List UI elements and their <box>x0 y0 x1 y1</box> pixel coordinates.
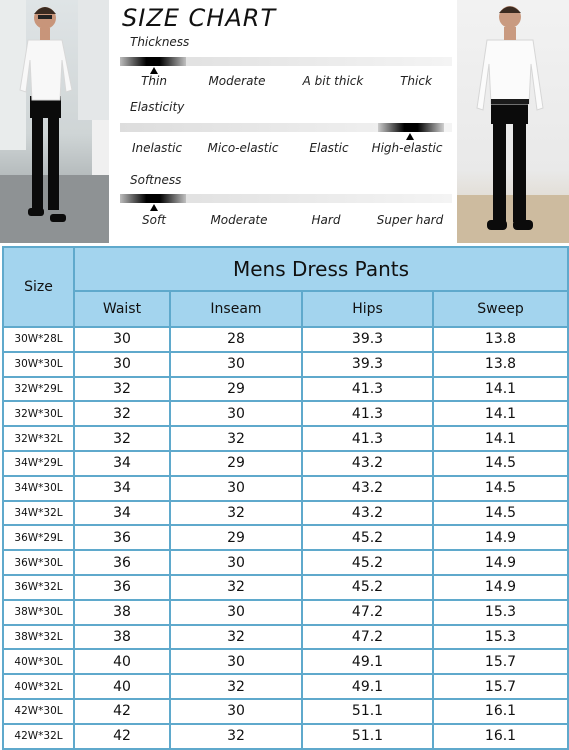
hips-cell: 43.2 <box>302 476 433 501</box>
sweep-cell: 16.1 <box>433 699 568 724</box>
model-photo-left <box>0 0 109 243</box>
elasticity-indicator <box>378 123 444 132</box>
product-banner <box>0 0 569 246</box>
sweep-cell: 14.1 <box>433 401 568 426</box>
table-row <box>3 674 568 699</box>
table-row <box>3 649 568 674</box>
table-row <box>3 699 568 724</box>
inseam-column-header: Inseam <box>170 291 302 327</box>
sweep-cell: 13.8 <box>433 352 568 377</box>
table-row <box>3 426 568 451</box>
hips-cell: 45.2 <box>302 525 433 550</box>
waist-cell: 32 <box>74 401 170 426</box>
sweep-cell: 14.5 <box>433 476 568 501</box>
softness-option-soft: Soft <box>142 213 166 227</box>
hips-cell: 41.3 <box>302 426 433 451</box>
table-row <box>3 550 568 575</box>
size-cell: 40W*32L <box>3 674 74 699</box>
table-row <box>3 724 568 749</box>
inseam-cell: 29 <box>170 451 302 476</box>
waist-cell: 42 <box>74 699 170 724</box>
softness-option-hard: Hard <box>311 213 341 227</box>
sweep-cell: 14.1 <box>433 426 568 451</box>
sweep-cell: 14.9 <box>433 575 568 600</box>
inseam-cell: 30 <box>170 352 302 377</box>
size-cell: 32W*30L <box>3 401 74 426</box>
size-cell: 34W*29L <box>3 451 74 476</box>
hips-cell: 45.2 <box>302 575 433 600</box>
hips-cell: 47.2 <box>302 600 433 625</box>
waist-cell: 36 <box>74 525 170 550</box>
inseam-cell: 32 <box>170 625 302 650</box>
inseam-cell: 28 <box>170 327 302 352</box>
softness-option-super-hard: Super hard <box>376 213 444 227</box>
size-cell: 34W*32L <box>3 501 74 526</box>
size-cell: 32W*29L <box>3 377 74 402</box>
thickness-heading: Thickness <box>130 35 190 49</box>
waist-cell: 36 <box>74 575 170 600</box>
waist-cell: 32 <box>74 377 170 402</box>
size-cell: 36W*32L <box>3 575 74 600</box>
softness-indicator <box>120 194 186 203</box>
thickness-indicator <box>120 57 186 66</box>
inseam-cell: 30 <box>170 649 302 674</box>
hips-cell: 49.1 <box>302 649 433 674</box>
table-row <box>3 401 568 426</box>
size-cell: 30W*30L <box>3 352 74 377</box>
elasticity-pointer-icon <box>406 133 414 140</box>
inseam-cell: 32 <box>170 724 302 749</box>
table-row <box>3 352 568 377</box>
sweep-cell: 15.3 <box>433 625 568 650</box>
size-cell: 36W*30L <box>3 550 74 575</box>
size-table <box>2 246 569 750</box>
softness-option-moderate: Moderate <box>210 213 268 227</box>
inseam-cell: 32 <box>170 501 302 526</box>
sweep-cell: 13.8 <box>433 327 568 352</box>
waist-cell: 34 <box>74 451 170 476</box>
waist-cell: 40 <box>74 674 170 699</box>
hips-cell: 43.2 <box>302 451 433 476</box>
elasticity-option-inelastic: Inelastic <box>131 141 183 155</box>
inseam-cell: 30 <box>170 401 302 426</box>
hips-cell: 41.3 <box>302 401 433 426</box>
sweep-cell: 16.1 <box>433 724 568 749</box>
thickness-pointer-icon <box>150 67 158 74</box>
hips-cell: 43.2 <box>302 501 433 526</box>
inseam-cell: 30 <box>170 550 302 575</box>
sweep-cell: 14.5 <box>433 451 568 476</box>
table-row <box>3 625 568 650</box>
hips-cell: 45.2 <box>302 550 433 575</box>
size-column-header: Size <box>3 247 74 327</box>
waist-cell: 40 <box>74 649 170 674</box>
size-cell: 42W*32L <box>3 724 74 749</box>
thickness-option-thin: Thin <box>141 74 167 88</box>
elasticity-scale-bar <box>120 123 452 132</box>
table-row <box>3 327 568 352</box>
waist-cell: 36 <box>74 550 170 575</box>
size-cell: 42W*30L <box>3 699 74 724</box>
table-row <box>3 476 568 501</box>
sweep-column-header: Sweep <box>433 291 568 327</box>
softness-scale-bar <box>120 194 452 203</box>
size-cell: 38W*30L <box>3 600 74 625</box>
sweep-cell: 15.7 <box>433 649 568 674</box>
inseam-cell: 32 <box>170 674 302 699</box>
hips-cell: 41.3 <box>302 377 433 402</box>
hips-cell: 39.3 <box>302 352 433 377</box>
size-cell: 30W*28L <box>3 327 74 352</box>
waist-cell: 32 <box>74 426 170 451</box>
sweep-cell: 15.3 <box>433 600 568 625</box>
hips-cell: 51.1 <box>302 724 433 749</box>
size-table-body <box>3 327 568 749</box>
table-row <box>3 525 568 550</box>
softness-heading: Softness <box>130 173 182 187</box>
hips-column-header: Hips <box>302 291 433 327</box>
table-title: Mens Dress Pants <box>74 247 568 291</box>
hips-cell: 39.3 <box>302 327 433 352</box>
inseam-cell: 32 <box>170 426 302 451</box>
model-photo-right <box>457 0 569 243</box>
table-row <box>3 600 568 625</box>
waist-cell: 42 <box>74 724 170 749</box>
waist-cell: 30 <box>74 352 170 377</box>
softness-pointer-icon <box>150 204 158 211</box>
sweep-cell: 14.9 <box>433 525 568 550</box>
hips-cell: 49.1 <box>302 674 433 699</box>
thickness-scale-bar <box>120 57 452 66</box>
thickness-option-a-bit-thick: A bit thick <box>302 74 364 88</box>
inseam-cell: 29 <box>170 525 302 550</box>
waist-cell: 38 <box>74 625 170 650</box>
sweep-cell: 14.5 <box>433 501 568 526</box>
sweep-cell: 14.9 <box>433 550 568 575</box>
hips-cell: 51.1 <box>302 699 433 724</box>
elasticity-heading: Elasticity <box>130 100 185 114</box>
table-row <box>3 451 568 476</box>
table-row <box>3 575 568 600</box>
sweep-cell: 15.7 <box>433 674 568 699</box>
inseam-cell: 30 <box>170 476 302 501</box>
size-cell: 38W*32L <box>3 625 74 650</box>
waist-column-header: Waist <box>74 291 170 327</box>
sweep-cell: 14.1 <box>433 377 568 402</box>
thickness-option-moderate: Moderate <box>208 74 266 88</box>
size-chart-title: SIZE CHART <box>122 4 277 32</box>
size-cell: 32W*32L <box>3 426 74 451</box>
size-cell: 36W*29L <box>3 525 74 550</box>
waist-cell: 34 <box>74 501 170 526</box>
size-chart-panel <box>116 0 452 243</box>
table-row <box>3 377 568 402</box>
inseam-cell: 29 <box>170 377 302 402</box>
inseam-cell: 30 <box>170 600 302 625</box>
table-row <box>3 501 568 526</box>
thickness-option-thick: Thick <box>400 74 432 88</box>
elasticity-option-high-elastic: High-elastic <box>371 141 443 155</box>
waist-cell: 38 <box>74 600 170 625</box>
size-table-container <box>2 246 567 750</box>
inseam-cell: 32 <box>170 575 302 600</box>
elasticity-option-mico-elastic: Mico-elastic <box>207 141 279 155</box>
size-cell: 40W*30L <box>3 649 74 674</box>
waist-cell: 30 <box>74 327 170 352</box>
size-cell: 34W*30L <box>3 476 74 501</box>
hips-cell: 47.2 <box>302 625 433 650</box>
waist-cell: 34 <box>74 476 170 501</box>
inseam-cell: 30 <box>170 699 302 724</box>
elasticity-option-elastic: Elastic <box>309 141 349 155</box>
